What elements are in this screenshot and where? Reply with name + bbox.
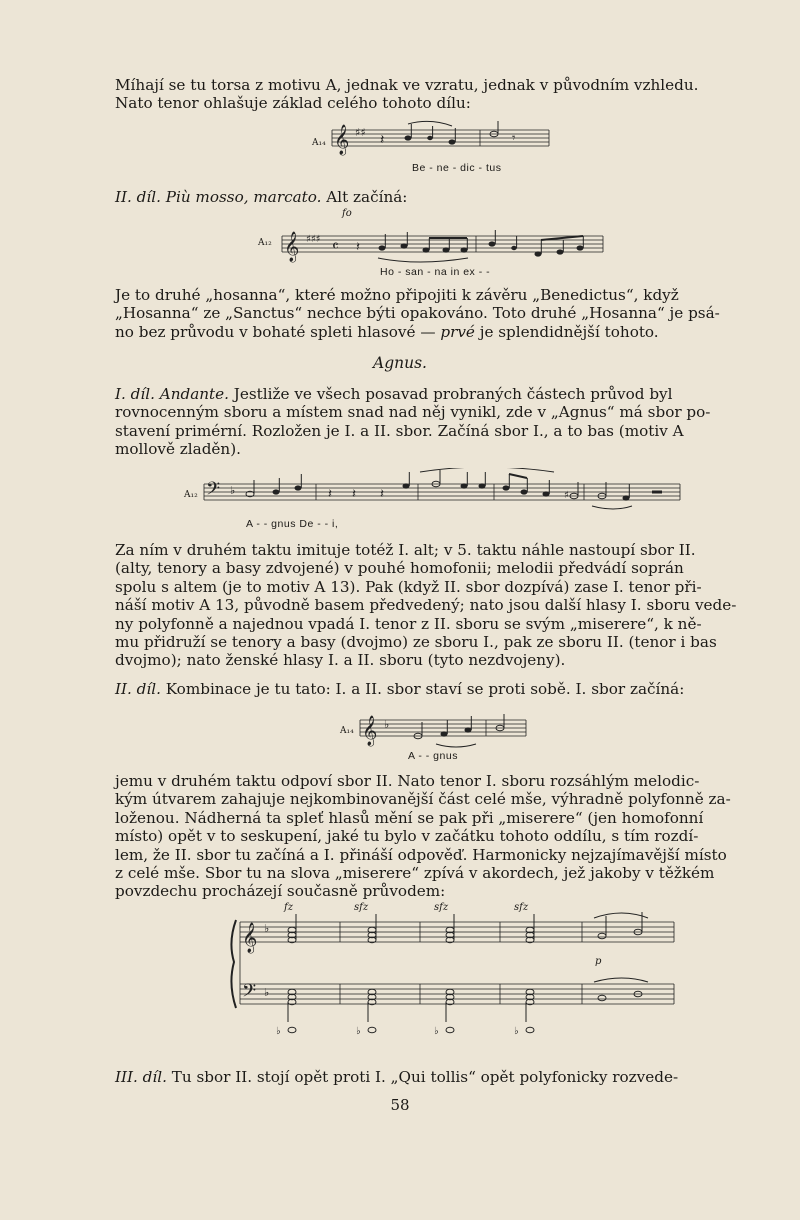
svg-text:𝄢: 𝄢 [206, 479, 221, 504]
part-title: III. díl. [115, 1068, 167, 1086]
lyrics: Be - ne - dic - tus [412, 162, 502, 174]
staff-notation [184, 468, 684, 518]
svg-text:♯♯: ♯♯ [355, 126, 366, 139]
lyrics: Ho - san - na in ex - - [380, 266, 491, 278]
text-fragment: no bez průvodu v bohaté spleti hlasové — [115, 322, 441, 341]
dynamic-mark: sfz [354, 902, 369, 913]
text-line: mu přidruží se tenory a basy (dvojmo) ze sboru I., pak ze sboru II. (tenor i bas [115, 633, 717, 652]
text-line: ny polyfonně a najednou vpadá I. tenor z II. sboru se svým „miserere“, k ně- [115, 614, 702, 633]
svg-text:𝄽: 𝄽 [356, 240, 360, 255]
music-example-chords [228, 902, 678, 1052]
example-label: A₁₂ [258, 238, 272, 248]
paragraph-intro [115, 76, 770, 113]
text-line: rovnocenným sboru a místem snad nad něj vynikl, zde v „Agnus“ má sbor po- [115, 403, 711, 422]
text-line: dvojmo); nato ženské hlasy I. a II. sboru (tyto nezdvojeny). [115, 651, 566, 670]
text-line: loženou. Nádherná ta spleť hlasů mění se pak při „miserere“ (jen homofonní [115, 808, 704, 827]
staff-notation [340, 706, 540, 752]
dynamic-mark: fo [342, 208, 352, 219]
svg-text:𝄞: 𝄞 [362, 716, 378, 746]
dynamic-mark: p [595, 956, 602, 967]
paragraph-part2 [115, 680, 770, 698]
svg-text:𝄾: 𝄾 [512, 131, 516, 146]
text-fragment: Kombinace je tu tato: I. a II. sbor staví se proti sobě. I. sbor začíná: [160, 680, 685, 698]
text-line: (alty, tenory a basy zdvojené) v pouhé homofonii; melodii předvádí soprán [115, 559, 684, 578]
paragraph-miserere [115, 772, 770, 901]
svg-text:𝄽: 𝄽 [352, 487, 356, 502]
text-line: lem, že II. sbor tu začíná a I. přináší odpověď. Harmonicky nejzajímavější místo [115, 845, 727, 864]
text-line: Míhají se tu torsa z motivu A, jednak ve vzratu, jednak v původním vzhledu. [115, 76, 699, 94]
svg-text:♭: ♭ [384, 718, 390, 731]
svg-text:𝄞: 𝄞 [334, 125, 350, 155]
svg-text:𝄴: 𝄴 [332, 237, 339, 255]
text-fragment: Alt začíná: [321, 188, 408, 206]
text-line: náší motiv A 13, původně basem předvedený; nato jsou další hlasy I. sboru vede- [115, 596, 737, 615]
text-line: „Hosanna“ ze „Sanctus“ nechce býti opakováno. Toto druhé „Hosanna“ je psá- [115, 304, 720, 323]
svg-text:𝄞: 𝄞 [242, 923, 258, 953]
svg-text:♯: ♯ [564, 490, 569, 501]
text-fragment: Tu sbor II. stojí opět proti I. „Qui tollis“ opět polyfonicky rozvede- [166, 1068, 679, 1086]
part-title: I. díl. Andante. [115, 385, 229, 403]
section-heading-agnus: Agnus. [373, 354, 427, 372]
text-line: místo) opět v to seskupení, jaké tu bylo v začátku tohoto oddílu, s tím rozdí- [115, 827, 699, 846]
text-fragment: Jestliže ve všech posavad probraných částech průvod byl [228, 385, 673, 403]
text-line: spolu s altem (je to motiv A 13). Pak (když II. sbor dozpívá) zase I. tenor při- [115, 577, 702, 596]
dynamic-mark: sfz [434, 902, 449, 913]
text-line: z celé mše. Sbor tu na slova „miserere“ zpívá v akordech, jež jakoby v těžkém [115, 864, 715, 883]
text-line: Je to druhé „hosanna“, které možno připojiti k závěru „Benedictus“, když [115, 286, 679, 304]
text-line: jemu v druhém taktu odpoví sbor II. Nato tenor I. sboru rozsáhlým melodic- [115, 772, 700, 790]
text-line: kým útvarem zahajuje nejkombinovanější část celé mše, výhradně polyfonně za- [115, 790, 731, 809]
text-line: Za ním v druhém taktu imituje totéž I. alt; v 5. taktu náhle nastoupí sbor II. [115, 541, 696, 559]
example-label: A₁₄ [312, 138, 326, 148]
example-label: A₁₄ [340, 726, 354, 736]
svg-text:♭: ♭ [264, 986, 270, 999]
text-line: Nato tenor ohlašuje základ celého tohoto dílu: [115, 94, 471, 113]
svg-text:𝄽: 𝄽 [328, 487, 332, 502]
music-example-benedictus [312, 118, 552, 178]
svg-text:♭: ♭ [434, 1026, 439, 1037]
music-example-hosanna [258, 208, 608, 280]
lyrics: A - - gnus [408, 750, 458, 762]
part-two-intro [115, 188, 770, 206]
svg-text:𝄞: 𝄞 [284, 232, 300, 262]
svg-text:♭: ♭ [514, 1026, 519, 1037]
paragraph-part3 [115, 1068, 770, 1086]
svg-text:♯♯♯: ♯♯♯ [306, 234, 321, 245]
svg-text:𝄢: 𝄢 [242, 981, 257, 1006]
text-line: stavení primérní. Rozložen je I. a II. sbor. Začíná sbor I., a to bas (motiv A [115, 421, 684, 440]
paragraph-imitation [115, 541, 770, 670]
page-number: 58 [390, 1096, 410, 1114]
svg-text:♭: ♭ [276, 1026, 281, 1037]
music-example-agnus-bass [184, 462, 684, 534]
music-example-agnus-treble [340, 704, 540, 768]
dynamic-mark: sfz [514, 902, 529, 913]
paragraph-hosanna [115, 286, 770, 341]
svg-text:♭: ♭ [230, 484, 236, 497]
staff-notation [312, 118, 552, 158]
lyrics: A - - gnus De - - i, [246, 518, 339, 530]
grand-staff [228, 912, 678, 1052]
svg-text:♭: ♭ [264, 922, 270, 935]
paragraph-agnus-part1 [115, 385, 770, 459]
svg-text:♭: ♭ [356, 1026, 361, 1037]
svg-text:𝄽: 𝄽 [380, 487, 384, 502]
emphasis: prvé [440, 322, 475, 341]
example-label: A₁₂ [184, 490, 198, 500]
part-title: II. díl. Più mosso, marcato. [115, 188, 322, 206]
text-line: povzdechu procházejí současně průvodem: [115, 882, 446, 901]
text-line: mollově zladěn). [115, 440, 241, 459]
text-fragment: je splendidnější tohoto. [474, 322, 659, 341]
svg-text:𝄽: 𝄽 [380, 132, 385, 148]
part-title: II. díl. [115, 680, 161, 698]
staff-notation [258, 218, 608, 268]
dynamic-mark: fz [284, 902, 293, 913]
